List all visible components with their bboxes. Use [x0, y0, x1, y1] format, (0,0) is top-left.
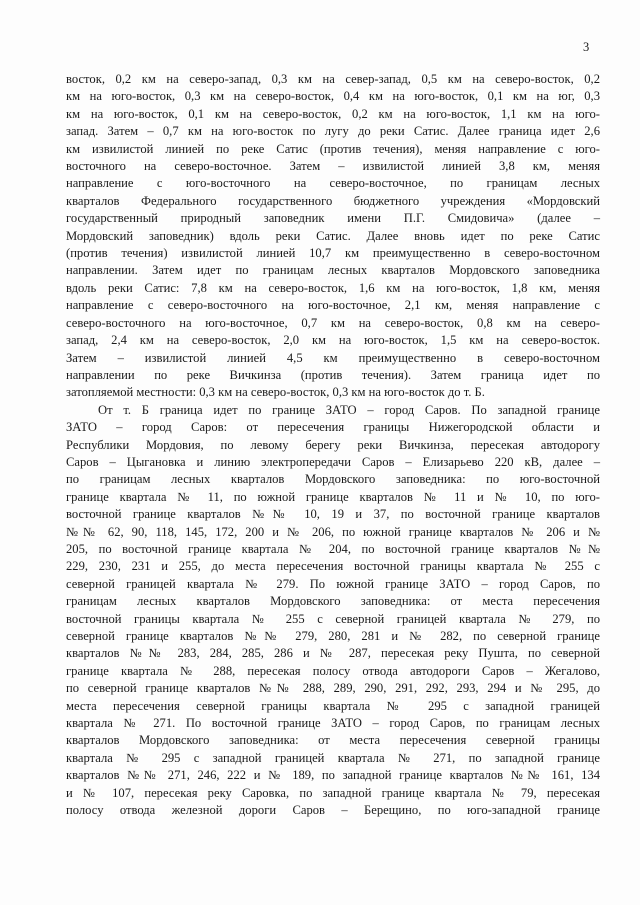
text-line: места пересечения северной границы квартала № 295 с западной границей — [66, 698, 600, 713]
text-line: км на юго-восток, 0,1 км на северо-восток, 0,2 км на юго-восток, 1,1 км на юго- — [66, 106, 600, 121]
text-line: кварталов Федерального государственного бюджетного учреждения «Мордовский — [66, 193, 600, 208]
text-line: кварталов №№ 271, 246, 222 и № 189, по западной границе кварталов №№ 161, 134 — [66, 768, 600, 783]
text-line: №№ 62, 90, 118, 145, 172, 200 и № 206, по южной границе кварталов № 206 и № — [66, 524, 600, 539]
text-line: запад. Затем – 0,7 км на юго-восток по лугу до реки Сатис. Далее граница идет 2,6 — [66, 124, 600, 139]
text-line: полосу отвода железной дороги Саров – Берещино, по юго-западной границе — [66, 803, 600, 818]
page-number: 3 — [583, 40, 590, 54]
text-line: Затем – извилистой линией 4,5 км преимущественно в северо-восточном — [66, 350, 600, 365]
text-line: кварталов Мордовского заповедника: от места пересечения северной границы — [66, 733, 600, 748]
text-line: восточного на северо-восточное. Затем – извилистой линией 3,8 км, меняя — [66, 159, 600, 174]
text-line: границам лесных кварталов Мордовского заповедника: от места пересечения — [66, 594, 600, 609]
text-line: по границам лесных кварталов Мордовского заповедника: по юго-восточной — [66, 472, 600, 487]
text-line: восточной границе кварталов №№ 10, 19 и 37, по восточной границе кварталов — [66, 507, 600, 522]
text-line: северной границей квартала № 279. По южной границе ЗАТО – город Саров, по — [66, 576, 600, 591]
text-line: 229, 230, 231 и 255, до места пересечения восточной границы квартала № 255 с — [66, 559, 600, 574]
text-line: направление с северо-восточного на юго-восточное, 2,1 км, меняя направление с — [66, 298, 600, 313]
text-line: северной границе кварталов №№ 279, 280, 281 и № 282, по северной границе — [66, 629, 600, 643]
text-line: ЗАТО – город Саров: от пересечения границы Нижегородской области и — [66, 420, 600, 435]
text-line: кварталов №№ 283, 284, 285, 286 и № 287, пересекая реку Пушта, по северной — [66, 646, 600, 661]
text-line: (против течения) извилистой линией 10,7 км преимущественно в северо-восточном — [66, 246, 600, 261]
text-line: границе квартала № 11, по южной границе кварталов № 11 и № 10, по юго- — [66, 489, 600, 504]
text-line: От т. Б граница идет по границе ЗАТО – город Саров. По западной границе — [98, 402, 600, 417]
text-line: по северной границе кварталов №№ 288, 289, 290, 291, 292, 293, 294 и № 295, до — [66, 681, 600, 696]
text-line: и № 107, пересекая реку Саровка, по западной границе квартала № 79, пересекая — [66, 785, 600, 800]
text-line: квартала № 271. По восточной границе ЗАТО – город Саров, по границам лесных — [66, 716, 600, 731]
text-line: восток, 0,2 км на северо-запад, 0,3 км на север-запад, 0,5 км на северо-восток, 0,2 — [66, 72, 600, 86]
text-line: км извилистой линией по реке Сатис (против течения), меняя направление с юго- — [66, 141, 600, 156]
text-line: запад, 2,4 км на северо-восток, 2,0 км на юго-восток, 1,5 км на северо-восток. — [66, 333, 600, 348]
text-line: направлении по реке Вичкинза (против течения). Затем граница идет по — [66, 367, 600, 382]
text-line: вдоль реки Сатис: 7,8 км на северо-восток, 1,6 км на юго-восток, 1,8 км, меняя — [66, 280, 600, 295]
text-line: направлении. Затем идет по границам лесных кварталов Мордовского заповедника — [66, 263, 600, 278]
text-line: затопляемой местности: 0,3 км на северо-восток, 0,3 км на юго-восток до т. Б. — [66, 385, 485, 400]
text-line: 205, по восточной границе квартала № 204, по восточной границе кварталов №№ — [66, 541, 600, 556]
text-line: направление с юго-восточного на северо-восточное, по границам лесных — [66, 176, 600, 191]
paragraph-1 — [66, 71, 600, 402]
text-line: восточной границы квартала № 255 с северной границей квартала № 279, по — [66, 611, 600, 626]
text-line: государственный природный заповедник имени П.Г. Смидовича» (далее – — [66, 211, 600, 226]
text-line: Республики Мордовия, по левому берегу реки Вичкинза, пересекая автодорогу — [66, 437, 600, 452]
text-line: Саров – Цыгановка и линию электропередачи Саров – Елизарьево 220 кВ, далее – — [66, 454, 600, 469]
paragraph-2 — [66, 402, 600, 820]
text-line: км на юго-восток, 0,3 км на северо-восток, 0,4 км на юго-восток, 0,1 км на юг, 0,3 — [66, 89, 600, 104]
document-body — [66, 71, 600, 819]
text-line: северо-восточного на юго-восточное, 0,7 км на северо-восток, 0,8 км на северо- — [66, 315, 600, 330]
text-line: границе квартала № 288, пересекая полосу отвода автодороги Саров – Жегалово, — [66, 663, 600, 678]
text-line: квартала № 295 с западной границей квартала № 271, по западной границе — [66, 750, 600, 765]
text-line: Мордовский заповедник) вдоль реки Сатис. Далее вновь идет по реке Сатис — [66, 228, 600, 243]
